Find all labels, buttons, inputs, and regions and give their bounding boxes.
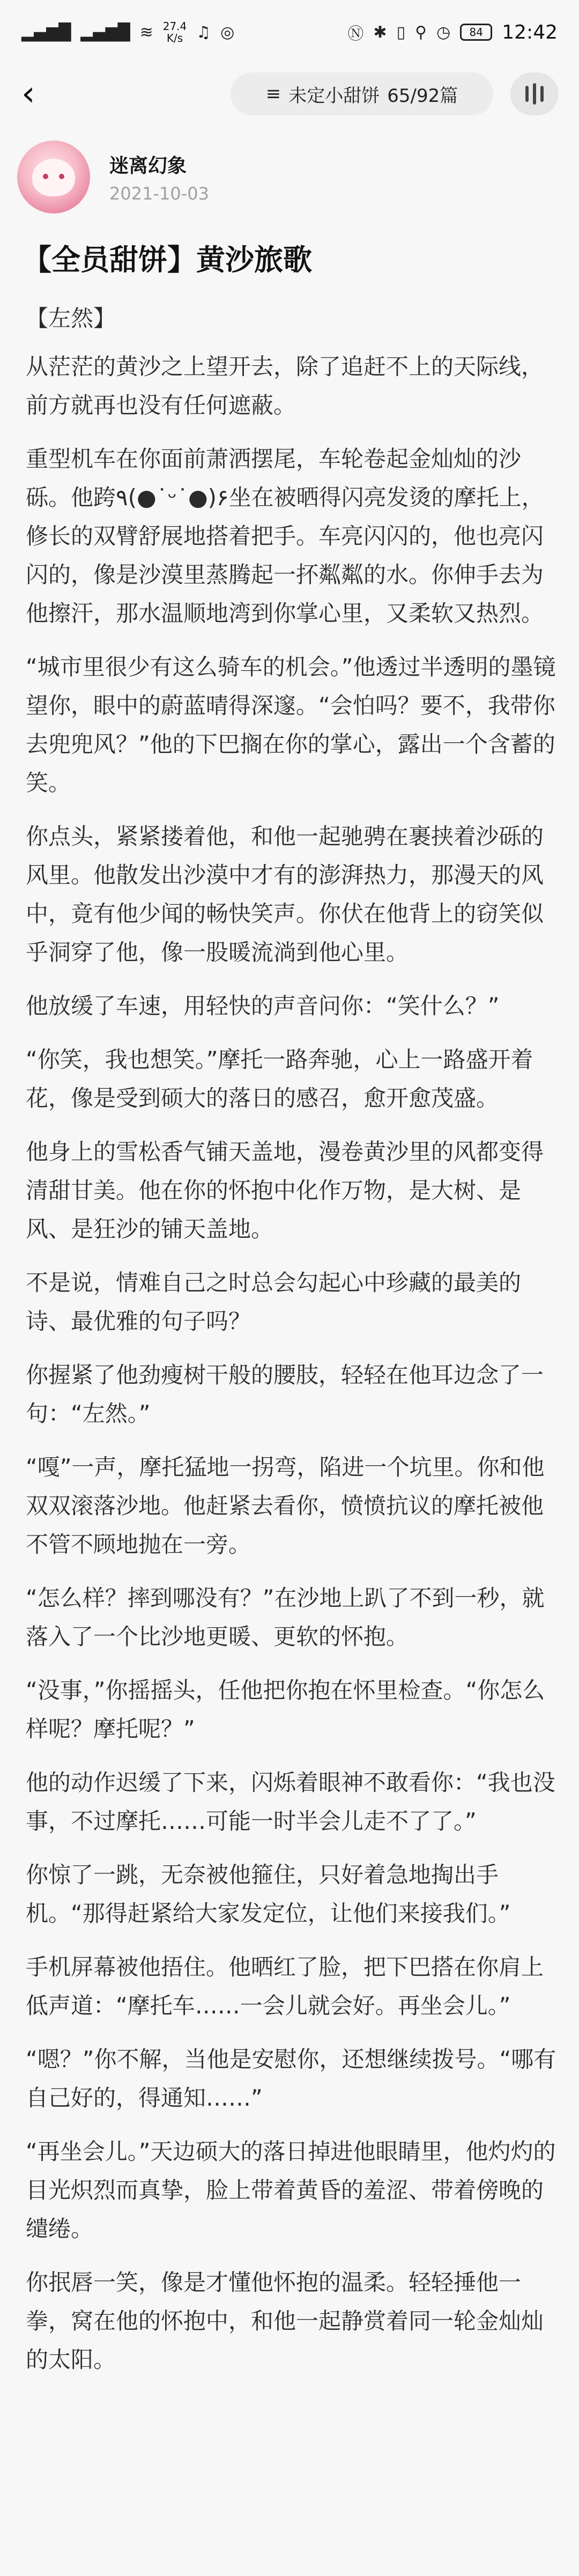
paragraph: 不是说，情难自己之时总会勾起心中珍藏的最美的诗、最优雅的句子吗？ xyxy=(26,1269,522,1334)
location-icon: ⚲ xyxy=(415,23,427,42)
author-row[interactable] xyxy=(0,134,579,220)
author-info xyxy=(109,151,209,204)
sim1-icon: ▂▄▆█ xyxy=(21,23,71,42)
status-left xyxy=(21,20,234,44)
paragraph: “嘎”一声，摩托猛地一拐弯，陷进一个坑里。你和他双双滚落沙地。他赶紧去看你，愤愤抗议的摩托被他不管不顾地抛在一旁。 xyxy=(26,1454,545,1558)
paragraph: 手机屏幕被他捂住。他晒红了脸，把下巴搭在你肩上低声道：“摩托车……一会儿就会好。再坐会儿。” xyxy=(26,1954,544,2019)
paragraph: 你抿唇一笑，像是才懂他怀抱的温柔。轻轻捶他一拳，窝在他的怀抱中，和他一起静赏着同一轮金灿灿的太阳。 xyxy=(26,2269,544,2373)
nfc-icon: Ⓝ xyxy=(347,25,364,43)
battery-icon: 84 xyxy=(460,24,492,41)
back-button[interactable] xyxy=(21,74,54,114)
article-tag: 【左然】 xyxy=(26,305,116,331)
vibrate-icon: ▯ xyxy=(396,23,406,42)
clock: 12:42 xyxy=(502,21,558,43)
post-date: 2021-10-03 xyxy=(109,183,209,204)
paragraph: “再坐会儿。”天边硕大的落日掉进他眼睛里，他灼灼的目光炽烈而真挚，脸上带着黄昏的羞涩、带着傍晚的缱绻。 xyxy=(26,2138,556,2242)
layers-icon: ≡ xyxy=(265,83,281,105)
paragraph: 你惊了一跳，无奈被他箍住，只好着急地掏出手机。“那得赶紧给大家发定位，让他们来接我们。” xyxy=(26,1862,511,1927)
paragraph: 从茫茫的黄沙之上望开去，除了追赶不上的天际线，前方就再也没有任何遮蔽。 xyxy=(26,353,544,418)
paragraph: 你点头，紧紧搂着他，和他一起驰骋在裹挟着沙砾的风里。他散发出沙漠中才有的澎湃热力，那漫天的风中，竟有他少闻的畅快笑声。你伏在他背上的窃笑似乎洞穿了他，像一股暖流淌到他心里。 xyxy=(26,823,544,965)
status-bar xyxy=(0,0,579,64)
chevron-left-icon: ‹ xyxy=(21,74,35,114)
bell-icon: ♫ xyxy=(196,23,211,42)
paragraph: “嗯？”你不解，当他是安慰你，还想继续拨号。“哪有自己好的，得通知……” xyxy=(26,2046,556,2111)
net-speed-value: 27.4 xyxy=(162,20,187,33)
status-right xyxy=(347,20,558,44)
author-name[interactable]: 迷离幻象 xyxy=(109,154,187,177)
menu-bar-icon xyxy=(540,86,544,102)
app-icon: ◎ xyxy=(220,23,235,42)
alarm-icon: ◷ xyxy=(436,23,451,42)
paragraph: 你握紧了他劲瘦树干般的腰肢，轻轻在他耳边念了一句：“左然。” xyxy=(26,1362,544,1427)
paragraph: “城市里很少有这么骑车的机会。”他透过半透明的墨镜望你，眼中的蔚蓝晴得深邃。“会怕吗？要不，我带你去兜兜风？”他的下巴搁在你的掌心，露出一个含蓄的笑。 xyxy=(26,654,556,796)
menu-bar-icon xyxy=(525,86,529,102)
paragraph: 他身上的雪松香气铺天盖地，漫卷黄沙里的风都变得清甜甘美。他在你的怀抱中化作万物，是大树、是风、是狂沙的铺天盖地。 xyxy=(26,1139,544,1242)
collection-name: 未定小甜饼 xyxy=(288,85,380,107)
collection-progress: 65/92篇 xyxy=(387,85,458,107)
collection-button[interactable] xyxy=(231,72,493,115)
paragraph: “怎么样？摔到哪没有？”在沙地上趴了不到一秒，就落入了一个比沙地更暖、更软的怀抱。 xyxy=(26,1585,545,1650)
paragraph: 他的动作迟缓了下来，闪烁着眼神不敢看你：“我也没事，不过摩托……可能一时半会儿走不了了。” xyxy=(26,1769,555,1834)
sim2-icon: ▂▄▆█ xyxy=(80,23,130,42)
paragraph: 他放缓了车速，用轻快的声音问你：“笑什么？” xyxy=(26,993,500,1019)
paragraph: “没事，”你摇摇头，任他把你抱在怀里检查。“你怎么样呢？摩托呢？” xyxy=(26,1677,545,1742)
wifi-icon: ≋ xyxy=(139,23,153,42)
top-bar xyxy=(0,64,579,123)
avatar[interactable] xyxy=(17,141,90,213)
paragraph: “你笑，我也想笑。”摩托一路奔驰，心上一路盛开着花，像是受到硕大的落日的感召，愈开愈茂盛。 xyxy=(26,1046,533,1111)
menu-button[interactable] xyxy=(510,72,559,115)
paragraph: 重型机车在你面前萧洒摆尾，车轮卷起金灿灿的沙砾。他跨٩(●˙ᵕ˙●)۶坐在被晒得闪亮发烫的摩托上，修长的双臂舒展地搭着把手。车亮闪闪的，他也亮闪闪的，像是沙漠里蒸腾起一抔粼粼的水。你伸手去为他擦汗，那水温顺地湾到你掌心里，又柔软又热烈。 xyxy=(26,446,544,626)
net-speed-unit: K/s xyxy=(166,32,183,45)
net-speed xyxy=(163,20,187,44)
article-title: 【全员甜饼】黄沙旅歌 xyxy=(23,243,312,277)
menu-bar-icon xyxy=(533,83,536,105)
article-body xyxy=(0,299,579,2379)
bluetooth-icon: ✱ xyxy=(373,23,387,42)
